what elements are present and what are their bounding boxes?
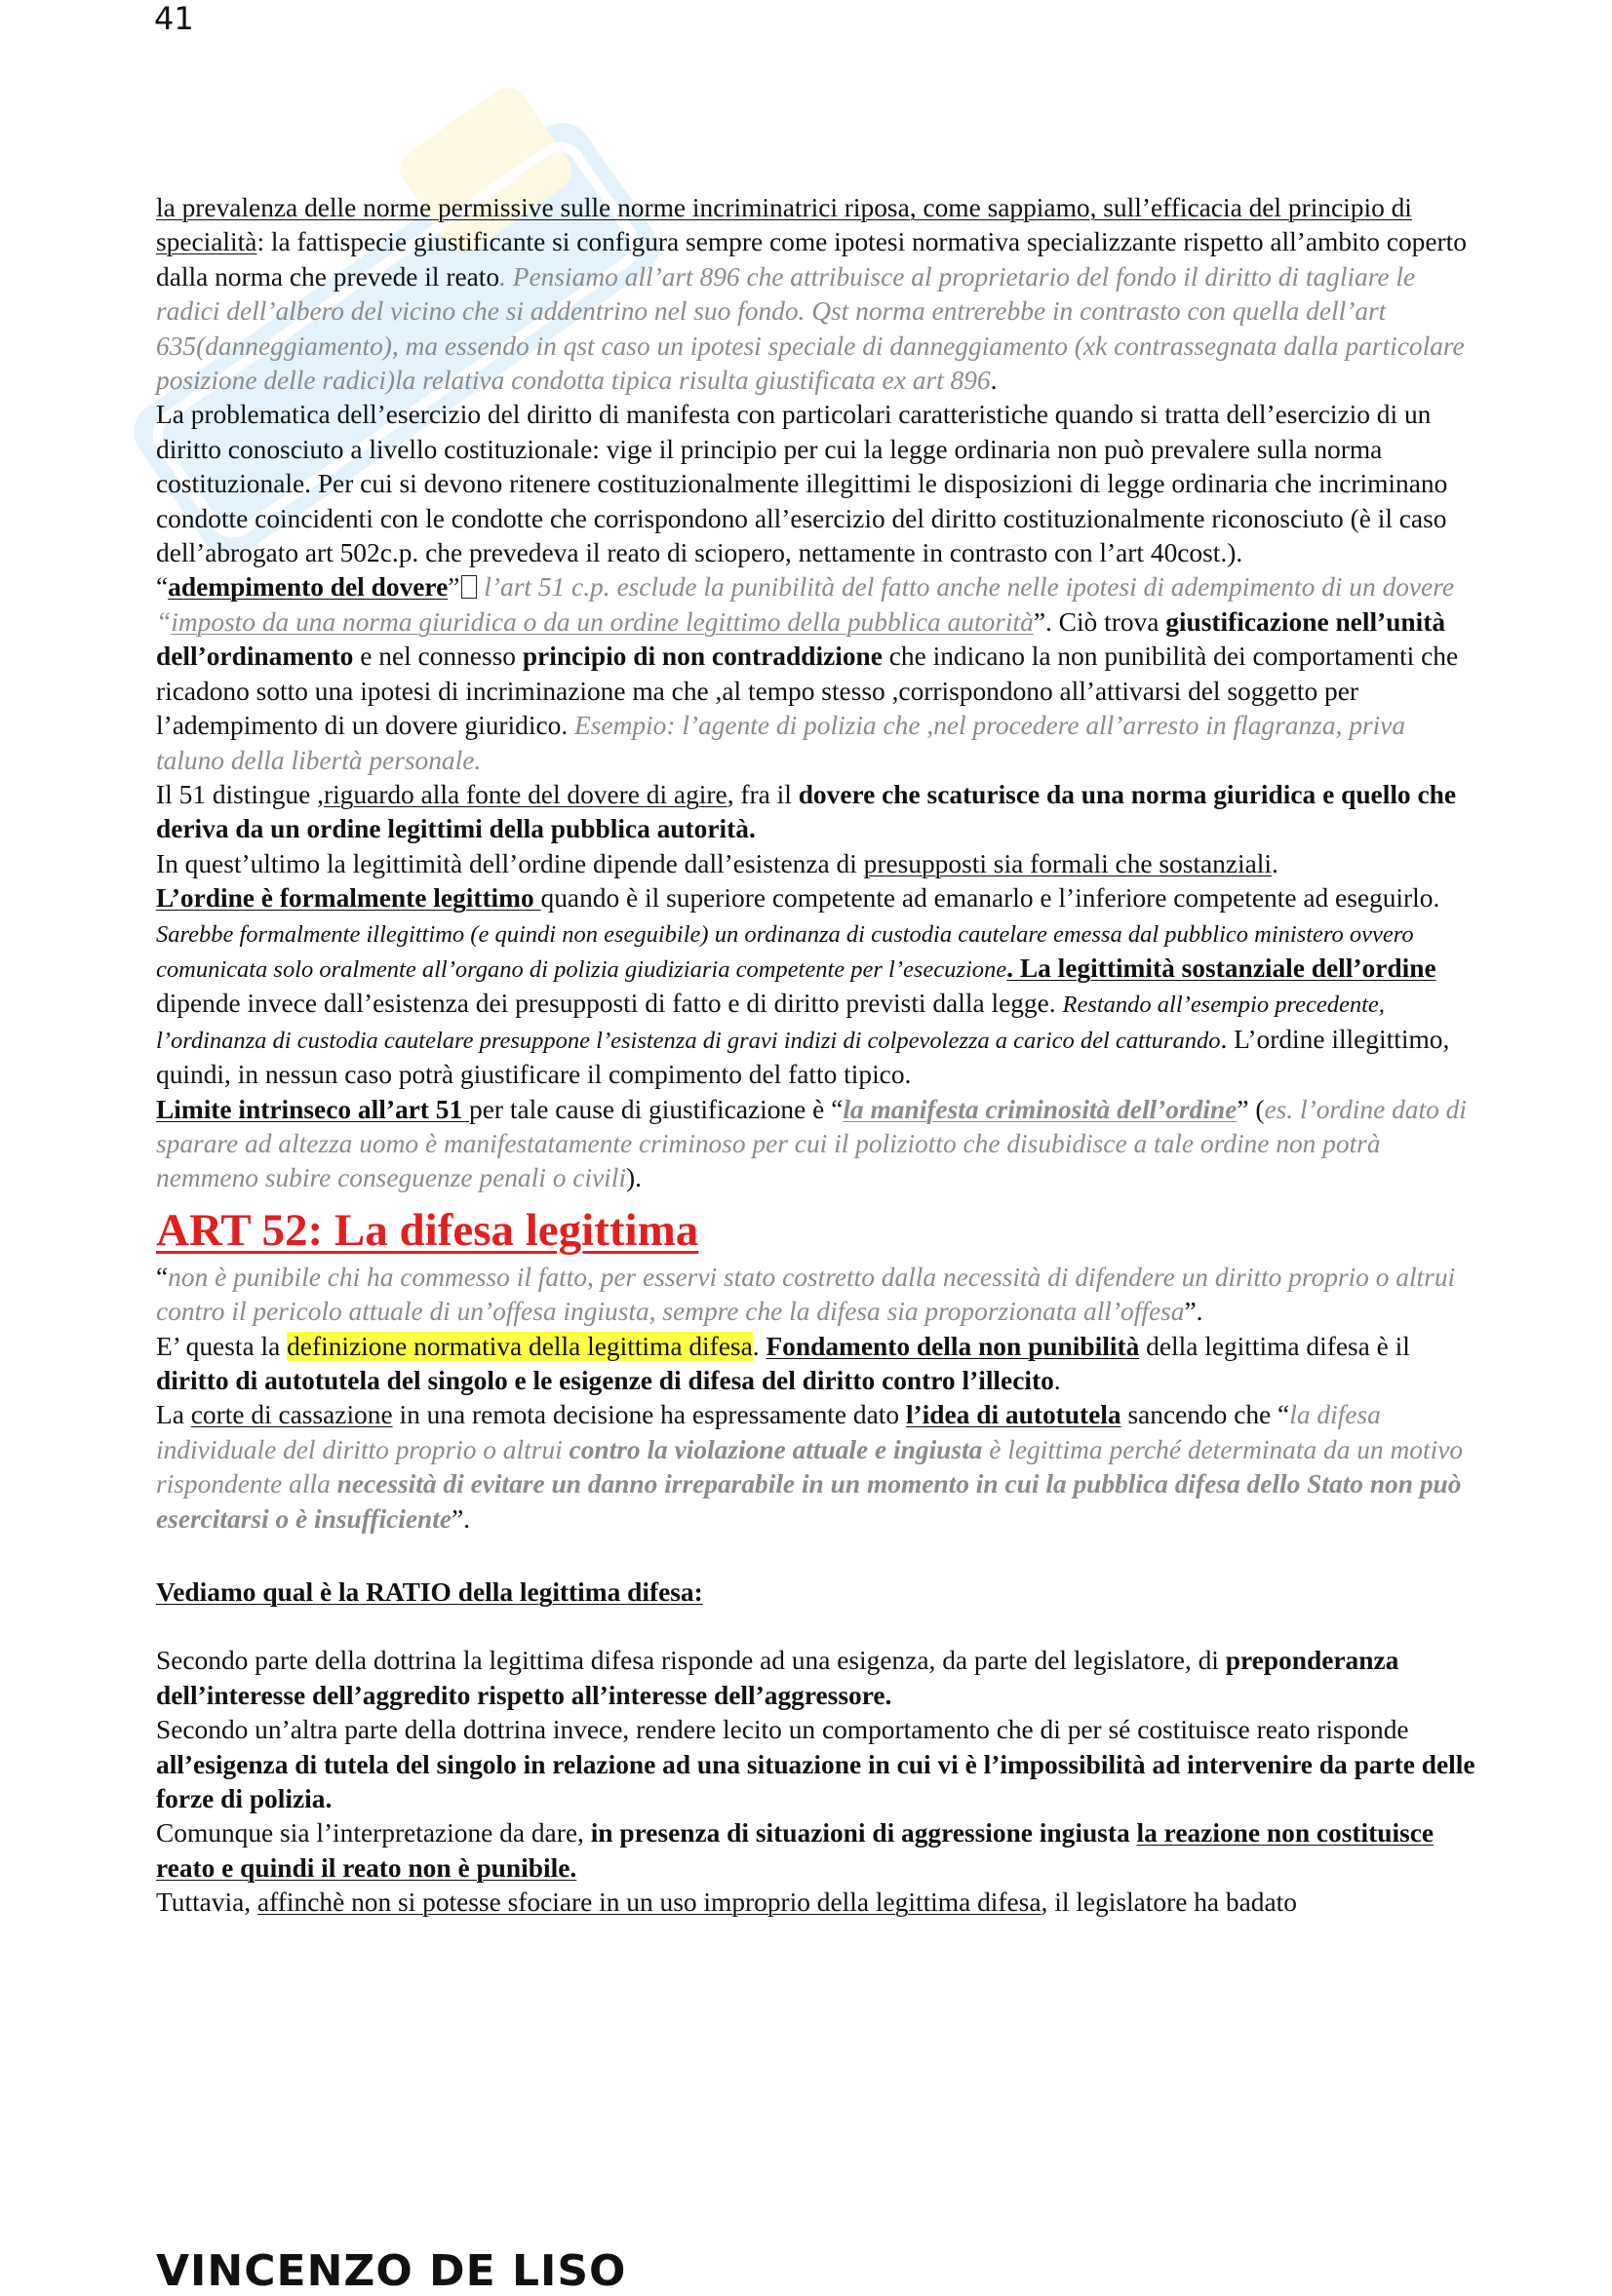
paragraph-limite-art51: Limite intrinseco all’art 51 per tale cause di giustificazione è “la manifesta criminosità dell’ordine” (es. l’ordine dato di sparare ad altezza uomo è manifestatamente criminoso per cui il poliziotto che disubidisce a tale ordine non potrà nemmeno subire conseguenze penali o civili). bbox=[156, 1094, 1467, 1193]
paragraph-legittimita-ordine: In quest’ultimo la legittimità dell’ordine dipende dall’esistenza di presupposti sia formali che sostanziali. L’ordine è formalmente legittimo quando è il superiore competente ad emanarlo e l’inferiore competente ad eseguirlo. Sarebbe formalmente illegittimo (e quindi non eseguibile) un ordinanza di custodia cautelare emessa dal pubblico ministero ovvero comunicata solo oralmente all’organo di polizia giudiziaria competente per l’esecuzione. La legittimità sostanziale dell’ordine dipende invece dall’esistenza dei presupposti di fatto e di diritto previsti dalla legge. Restando all’esempio precedente, l’ordinanza di custodia cautelare presuppone l’esistenza di gravi indizi di colpevolezza a carico del catturando. L’ordine illegittimo, quindi, in nessun caso potrà giustificare il compimento del fatto tipico. bbox=[156, 848, 1450, 1090]
section-heading-art52: ART 52: La difesa legittima bbox=[156, 1204, 699, 1256]
paragraph-adempimento-dovere: “adempimento del dovere” l’art 51 c.p. esclude la punibilità del fatto anche nelle ipotesi di adempimento di un dovere “imposto da una norma giuridica o da un ordine legittimo della pubblica autorità”. Ciò trova giustificazione nell’unità dell’ordinamento e nel connesso principio di non contraddizione che indicano la non punibilità dei comportamenti che ricadono sotto una ipotesi di incriminazione ma che ,al tempo stesso ,corrispondono all’attivarsi del soggetto per l’adempimento di un dovere giuridico. Esempio: l’agente di polizia che ,nel procedere all’arresto in flagranza, priva taluno della libertà personale. bbox=[156, 572, 1459, 775]
page-number: 41 bbox=[154, 0, 194, 37]
footer-author: VINCENZO DE LISO bbox=[156, 2246, 627, 2296]
missing-glyph-icon bbox=[461, 575, 477, 599]
document-body bbox=[156, 191, 1478, 1921]
paragraph-tuttavia: Tuttavia, affinchè non si potesse sfociare in un uso improprio della legittima difesa, il legislatore ha badato bbox=[156, 1887, 1297, 1918]
paragraph-dottrina-1: Secondo parte della dottrina la legittima difesa risponde ad una esigenza, da parte del legislatore, di preponderanza dell’interesse dell’aggredito rispetto all’interesse dell’aggressore. bbox=[156, 1646, 1399, 1710]
paragraph-fonte-dovere: Il 51 distingue ,riguardo alla fonte del dovere di agire, fra il dovere che scaturisce da una norma giuridica e quello che deriva da un ordine legittimi della pubblica autorità. bbox=[156, 779, 1457, 844]
paragraph-specialita: la prevalenza delle norme permissive sulle norme incriminatrici riposa, come sappiamo, sull’efficacia del principio di specialità: la fattispecie giustificante si configura sempre come ipotesi normativa specializzante rispetto all’ambito coperto dalla norma che prevede il reato. Pensiamo all’art 896 che attribuisce al proprietario del fondo il diritto di tagliare le radici dell’albero del vicino che si addentrino nel suo fondo. Qst norma entrerebbe in contrasto con quella dell’art 635(danneggiamento), ma essendo in qst caso un ipotesi speciale di danneggiamento (xk contrassegnata dalla particolare posizione delle radici)la relativa condotta tipica risulta giustificata ex art 896. bbox=[156, 193, 1467, 396]
paragraph-cassazione: La corte di cassazione in una remota decisione ha espressamente dato l’idea di autotutela sancendo che “la difesa individuale del diritto proprio o altrui contro la violazione attuale e ingiusta è legittima perché determinata da un motivo rispondente alla necessità di evitare un danno irreparabile in un momento in cui la pubblica difesa dello Stato non può esercitarsi o è insufficiente”. bbox=[156, 1400, 1464, 1534]
paragraph-dottrina-2: Secondo un’altra parte della dottrina invece, rendere lecito un comportamento che di per sé costituisce reato risponde all’esigenza di tutela del singolo in relazione ad una situazione in cui vi è l’impossibilità ad intervenire da parte delle forze di polizia. bbox=[156, 1715, 1475, 1814]
paragraph-interpretazione: Comunque sia l’interpretazione da dare, in presenza di situazioni di aggressione ingiusta la reazione non costituisce reato e quindi il reato non è punibile. bbox=[156, 1818, 1435, 1883]
paragraph-fondamento: E’ questa la definizione normativa della legittima difesa. Fondamento della non punibilità della legittima difesa è il diritto di autotutela del singolo e le esigenze di difesa del diritto contro l’illecito. bbox=[156, 1331, 1410, 1395]
term-adempimento-dovere: adempimento del dovere bbox=[168, 572, 449, 603]
paragraph-definizione-art52: “non è punibile chi ha commesso il fatto, per esservi stato costretto dalla necessità di difendere un diritto proprio o altrui contro il pericolo attuale di un’offesa ingiusta, sempre che la difesa sia proporzionata all’offesa”. bbox=[156, 1262, 1456, 1327]
subheading-ratio: Vediamo qual è la RATIO della legittima difesa: bbox=[156, 1577, 703, 1608]
highlighted-definizione: definizione normativa della legittima difesa bbox=[287, 1331, 753, 1361]
text-principio-specialita: la prevalenza delle norme permissive sulle norme incriminatrici riposa, come sappiamo, sull’efficacia del principio di specialità bbox=[156, 193, 1412, 257]
paragraph-diritto-costituzionale: La problematica dell’esercizio del diritto di manifesta con particolari caratteristiche quando si tratta dell’esercizio di un diritto conosciuto a livello costituzionale: vige il principio per cui la legge ordinaria non può prevalere sulla norma costituzionale. Per cui si devono ritenere costituzionalmente illegittimi le disposizioni di legge ordinaria che incriminano condotte coincidenti con le condotte che corrispondono all’esercizio del diritto costituzionalmente riconosciuto (è il caso dell’abrogato art 502c.p. che prevedeva il reato di sciopero, nettamente in contrasto con l’art 40cost.). bbox=[156, 400, 1448, 568]
